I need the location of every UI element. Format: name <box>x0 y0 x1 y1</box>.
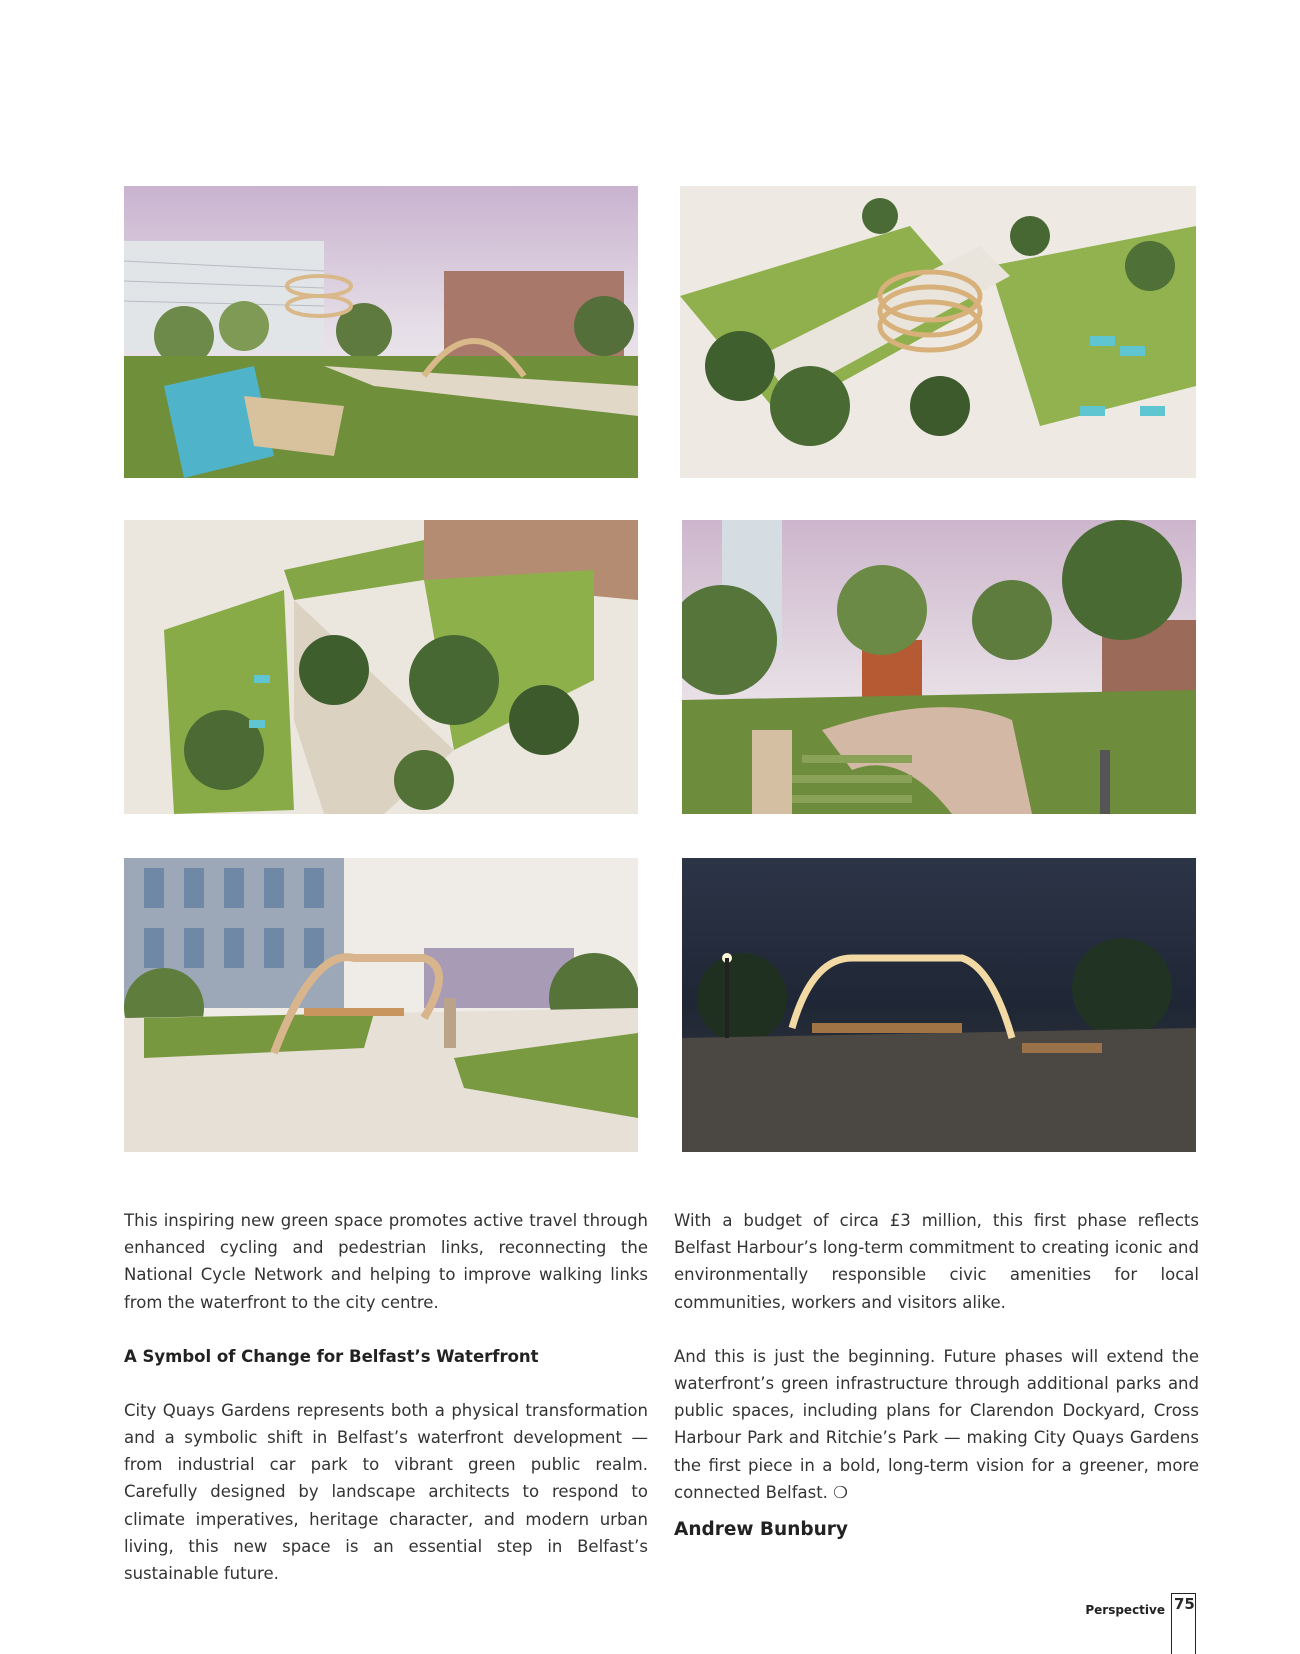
left-column <box>124 1207 648 1614</box>
render-aerial-paths <box>124 520 638 814</box>
page-footer <box>1085 1593 1196 1654</box>
author-name: Andrew Bunbury <box>674 1519 848 1541</box>
section-heading: A Symbol of Change for Belfast’s Waterfront <box>124 1346 539 1366</box>
render-seating-plaza <box>124 186 638 478</box>
section-label: Perspective <box>1085 1603 1165 1617</box>
right-column <box>674 1207 1199 1543</box>
render-aerial-lawns <box>680 186 1196 478</box>
render-garden-steps <box>682 520 1196 814</box>
page-number: 75 <box>1171 1593 1196 1654</box>
right-paragraph-1: With a budget of circa £3 million, this first phase reflects Belfast Harbour’s long-term commitment to creating iconic and environmentally responsible civic amenities for local communities, workers and visitors alike. <box>674 1211 1199 1312</box>
left-paragraph-2: City Quays Gardens represents both a physical transformation and a symbolic shift in Belfast’s waterfront development — from industrial car park to vibrant green public realm. Carefully designed by landscape architects to respond to climate imperatives, heritage character, and modern urban living, this new space is an essential step in Belfast’s sustainable future. <box>124 1400 648 1584</box>
render-swing-bench-day <box>124 858 638 1152</box>
right-paragraph-2: And this is just the beginning. Future phases will extend the waterfront’s green infrastructure through additional parks and public spaces, including plans for Clarendon Dockyard, Cross Harbour Park and Ritchie’s Park — making City Quays Gardens the first piece in a bold, long-term vision for a greener, more connected Belfast. ❍ <box>674 1346 1199 1502</box>
render-swing-bench-night <box>682 858 1196 1152</box>
left-paragraph-1: This inspiring new green space promotes active travel through enhanced cycling and pedestrian links, reconnecting the National Cycle Network and helping to improve walking links from the waterfront to the city centre. <box>124 1211 648 1312</box>
